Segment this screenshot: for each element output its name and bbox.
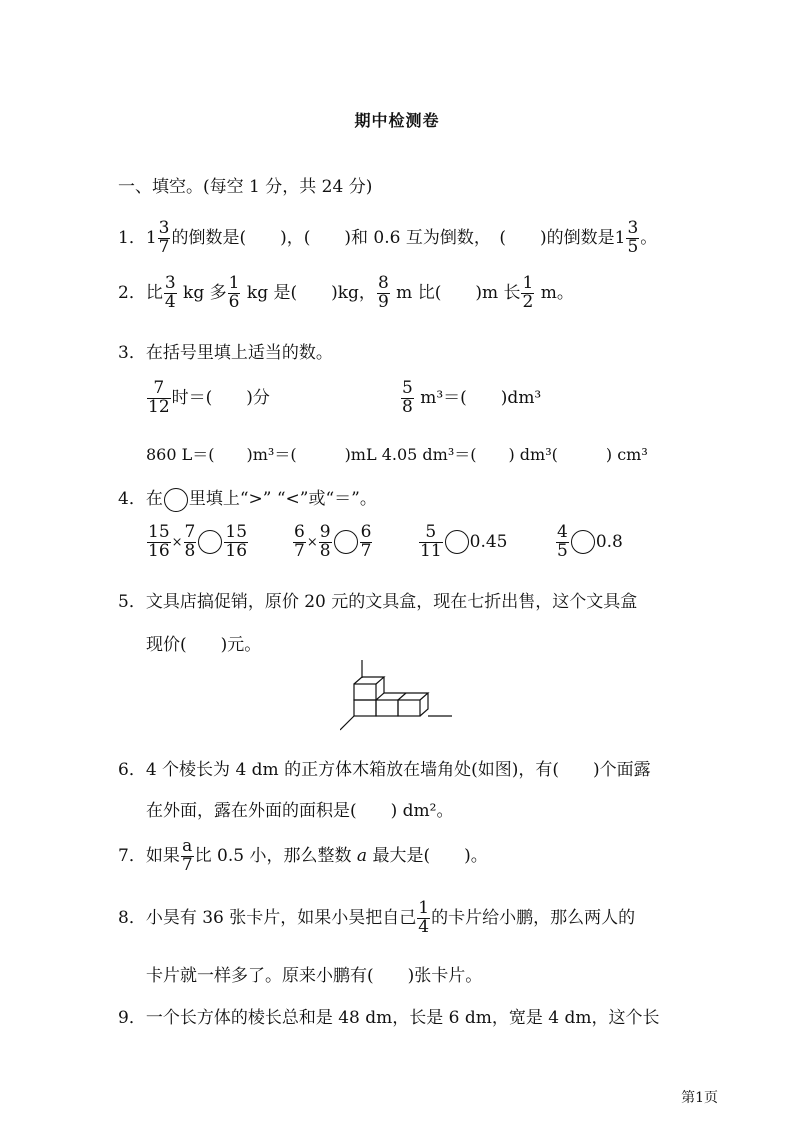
compare-circle-icon — [164, 488, 188, 512]
cube-corner-figure — [340, 660, 455, 732]
q3-item-b-text: m³＝( )dm³ — [414, 387, 542, 408]
q4-e2-fraction-1: $\frac{6}{7}$ — [294, 522, 305, 561]
q6-number: 6． — [118, 760, 146, 780]
q4-e1-fraction-2: $\frac{7}{8}$ — [184, 522, 196, 561]
q2-text-2: kg 是( )kg， — [241, 282, 376, 303]
q9-line-1: 一个长方体的棱长总和是 48 dm，长是 6 dm，宽是 4 dm，这个长 — [145, 1008, 660, 1028]
q4-e3-right: 0.45 — [469, 532, 508, 553]
q3-text: 在括号里填上适当的数。 — [145, 343, 333, 363]
section-heading: 一、填空。(每空 1 分，共 24 分) — [118, 177, 373, 197]
q7-text-1: 比 0.5 小，那么整数 — [194, 845, 357, 866]
q4-text-0: 在 — [145, 489, 163, 509]
q6-line-2: 在外面，露在外面的面积是( ) dm²。 — [146, 801, 454, 821]
q2-text-3: m 比( )m 长 — [390, 282, 521, 303]
q4-e2-fraction-3: $\frac{6}{7}$ — [360, 522, 372, 561]
q1-fraction-2: $\frac{3}{5}$ — [627, 218, 639, 257]
q3-number: 3． — [118, 343, 146, 363]
q5-line-1: 文具店搞促销，原价 20 元的文具盒，现在七折出售，这个文具盒 — [145, 592, 638, 612]
q2-fraction-4: $\frac{1}{2}$ — [522, 273, 534, 312]
q4-expr-2 — [292, 524, 373, 561]
q3-item-a — [146, 380, 270, 417]
q4-e2-operator: × — [306, 534, 318, 550]
q7-variable: a — [356, 845, 368, 866]
page-title: 期中检测卷 — [354, 111, 440, 130]
q2-fraction-1: $\frac{3}{4}$ — [164, 273, 176, 312]
q2-text-4: m。 — [535, 282, 574, 303]
q2-text-1: kg 多 — [177, 282, 227, 303]
q4-e3-fraction-1: $\frac{5}{11}$ — [420, 522, 442, 561]
q2-fraction-3: $\frac{8}{9}$ — [377, 273, 389, 312]
question-1 — [118, 220, 657, 257]
q4-text-1: 里填上“>” “<”或“＝”。 — [188, 489, 377, 509]
q6-line-1: 4 个棱长为 4 dm 的正方体木箱放在墙角处(如图)，有( )个面露 — [145, 760, 651, 780]
q4-e4-fraction-1: $\frac{4}{5}$ — [557, 522, 568, 561]
answer-circle-2[interactable] — [334, 530, 358, 554]
q7-text-2: 最大是( )。 — [367, 845, 488, 866]
q4-e1-fraction-3: $\frac{15}{16}$ — [225, 522, 248, 561]
q7-number: 7． — [118, 845, 146, 866]
question-9 — [118, 1003, 660, 1028]
q4-e2-fraction-2: $\frac{9}{8}$ — [319, 522, 331, 561]
answer-circle-1[interactable] — [198, 530, 222, 554]
q4-number: 4． — [118, 489, 146, 509]
q1-text-2: 。 — [640, 227, 658, 248]
question-6 — [118, 755, 651, 780]
q3-item-a-text: 时＝( )分 — [171, 387, 270, 408]
q3-fraction-a: $\frac{7}{12}$ — [148, 378, 170, 417]
question-2 — [118, 275, 574, 312]
q8-fraction: $\frac{1}{4}$ — [418, 898, 430, 937]
question-3 — [118, 338, 333, 363]
q5-line-2: 现价( )元。 — [146, 635, 262, 655]
q4-expr-3 — [418, 524, 508, 561]
q2-fraction-2: $\frac{1}{6}$ — [228, 273, 240, 312]
q3-line-3: 860 L＝( )m³＝( )mL 4.05 dm³＝( ) dm³( ) cm³ — [146, 445, 648, 464]
q2-number: 2． — [118, 282, 146, 303]
q8-number: 8． — [118, 907, 146, 928]
q1-whole-2: 1 — [614, 227, 626, 248]
q4-e1-fraction-1: $\frac{15}{16}$ — [148, 522, 170, 561]
q1-number: 1． — [118, 227, 146, 248]
q8-text-1: 的卡片给小鹏，那么两人的 — [431, 907, 636, 928]
page-number: 第1页 — [681, 1090, 718, 1106]
q1-fraction-1: $\frac{3}{7}$ — [158, 218, 170, 257]
q4-expr-1 — [146, 524, 249, 561]
q4-e4-right: 0.8 — [595, 532, 623, 553]
q1-whole-1: 1 — [145, 227, 157, 248]
q4-expr-4 — [555, 524, 623, 561]
q3-fraction-b: $\frac{5}{8}$ — [402, 378, 413, 417]
question-8 — [118, 900, 635, 937]
q1-text-1: 的倒数是( )，( )和 0.6 互为倒数， ( )的倒数是 — [171, 227, 615, 248]
q4-e1-operator: × — [171, 534, 183, 550]
q5-number: 5． — [118, 592, 146, 612]
answer-circle-3[interactable] — [445, 530, 469, 554]
question-7 — [118, 838, 488, 875]
question-4 — [118, 484, 377, 512]
q3-item-b — [400, 380, 541, 417]
q8-line-2: 卡片就一样多了。原来小鹏有( )张卡片。 — [146, 966, 483, 986]
q8-text-0: 小昊有 36 张卡片，如果小昊把自己 — [145, 907, 417, 928]
question-5 — [118, 587, 637, 612]
q7-fraction: $\frac{a}{7}$ — [181, 836, 193, 875]
q9-number: 9． — [118, 1008, 146, 1028]
q2-text-0: 比 — [145, 282, 163, 303]
answer-circle-4[interactable] — [571, 530, 595, 554]
q7-text-0: 如果 — [145, 845, 180, 866]
